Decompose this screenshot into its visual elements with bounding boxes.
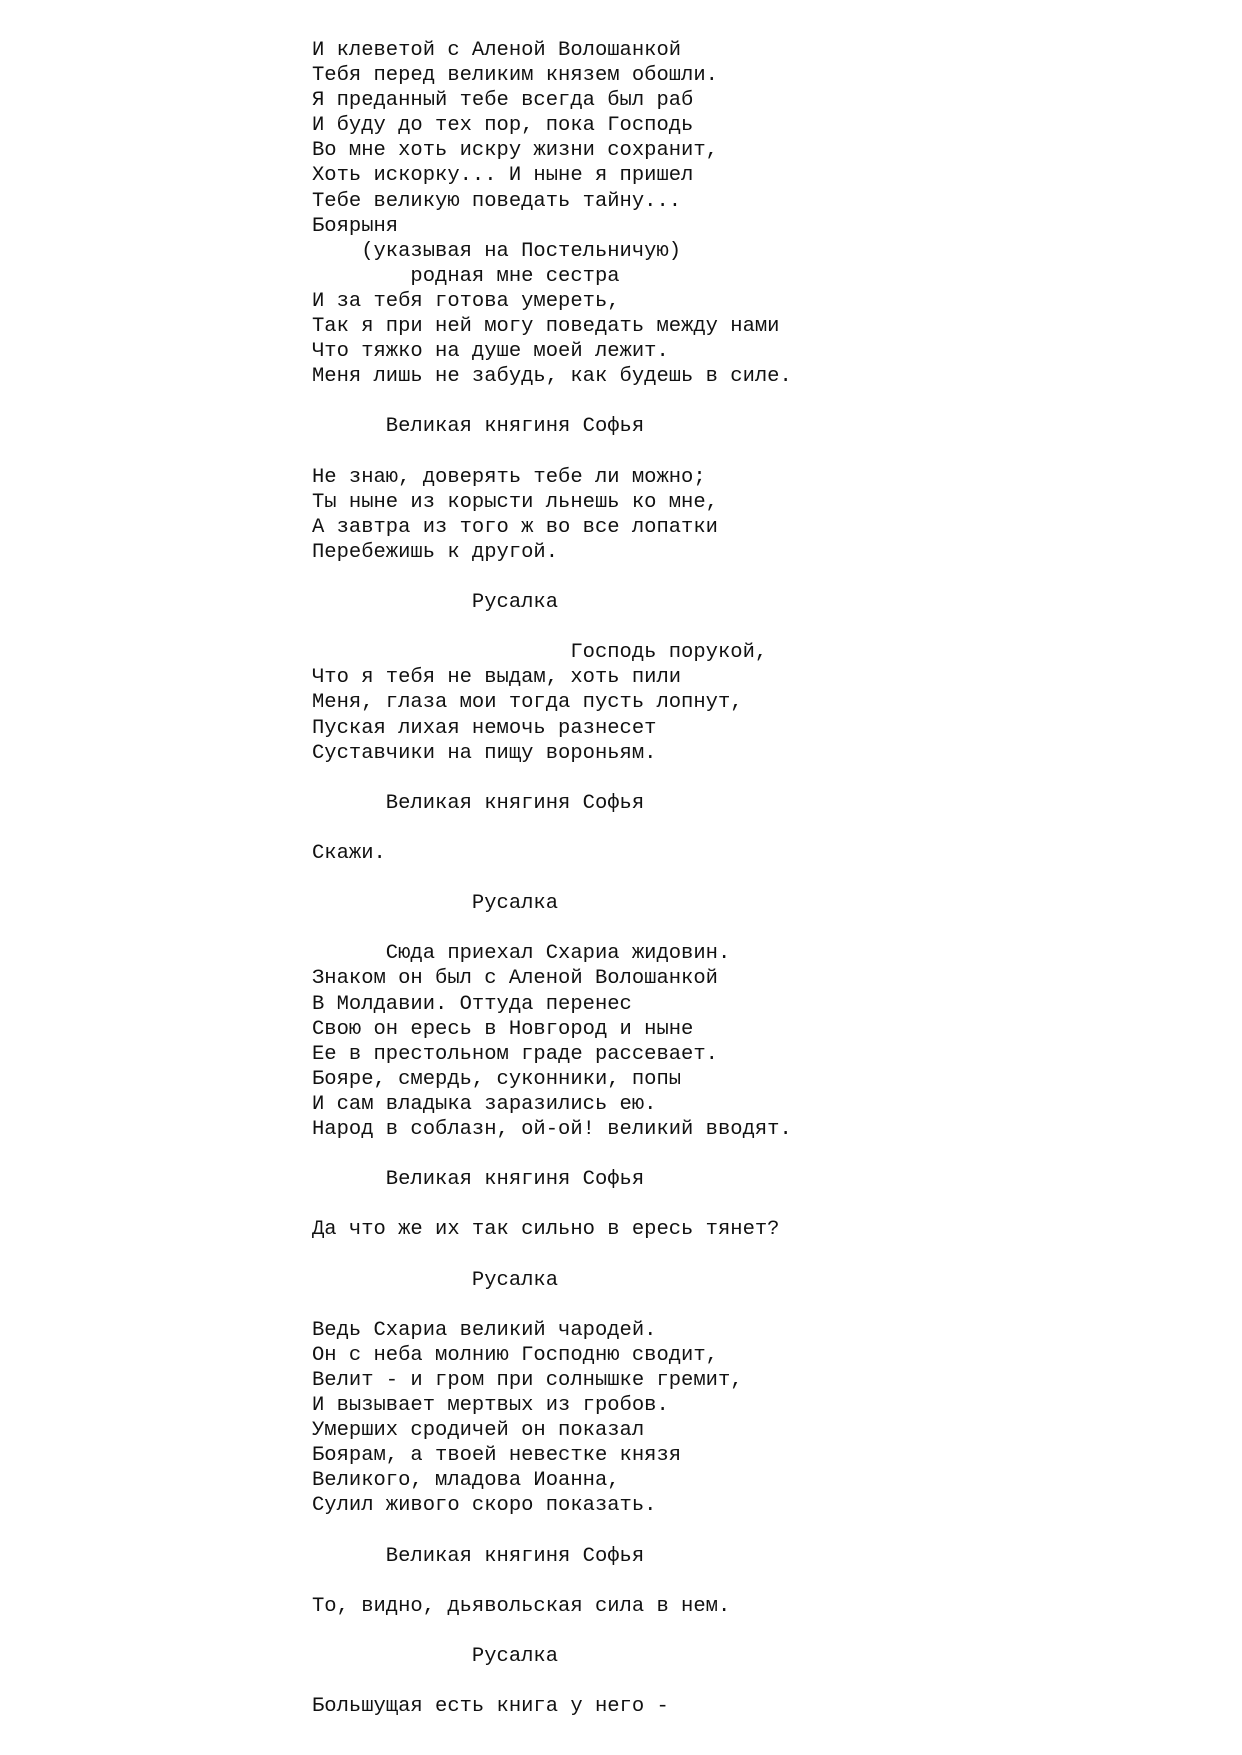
text-line: И за тебя готова умереть, — [312, 289, 620, 313]
text-line: Не знаю, доверять тебе ли можно; — [312, 465, 706, 489]
text-line: Великая княгиня Софья — [312, 415, 645, 439]
blank-line — [312, 1243, 792, 1268]
play-text — [312, 38, 792, 1719]
text-line: То, видно, дьявольская сила в нем. — [312, 1594, 731, 1618]
text-line: Русалка — [312, 892, 559, 916]
text-line: Меня лишь не забудь, как будешь в силе. — [312, 365, 792, 389]
text-line: Русалка — [312, 1268, 559, 1292]
text-line: Великая княгиня Софья — [312, 1168, 645, 1192]
text-line: Сулил живого скоро показать. — [312, 1494, 657, 1518]
text-line: Народ в соблазн, ой-ой! великий вводят. — [312, 1118, 792, 1142]
text-line: И клеветой с Аленой Волошанкой — [312, 39, 682, 62]
blank-line — [312, 440, 792, 465]
text-line: И вызывает мертвых из гробов. — [312, 1394, 669, 1418]
text-line: Ты ныне из корысти льнешь ко мне, — [312, 490, 718, 514]
text-line: (указывая на Постельничую) — [312, 239, 682, 263]
text-line: Меня, глаза мои тогда пусть лопнут, — [312, 691, 743, 715]
text-line: Я преданный тебе всегда был раб — [312, 89, 694, 113]
blank-line — [312, 565, 792, 590]
text-line: Ее в престольном граде рассевает. — [312, 1042, 718, 1066]
blank-line — [312, 866, 792, 891]
blank-line — [312, 389, 792, 414]
blank-line — [312, 916, 792, 941]
blank-line — [312, 1142, 792, 1167]
text-line: Великая княгиня Софья — [312, 1544, 645, 1568]
text-line: Он с неба молнию Господню сводит, — [312, 1343, 718, 1367]
text-line: Бояре, смердь, суконники, попы — [312, 1067, 682, 1091]
text-line: Свою он ересь в Новгород и ныне — [312, 1017, 694, 1041]
text-line: Сюда приехал Схариа жидовин. — [312, 942, 731, 966]
blank-line — [312, 1519, 792, 1544]
text-line: Знаком он был с Аленой Волошанкой — [312, 967, 718, 991]
blank-line — [312, 1293, 792, 1318]
text-line: Тебя перед великим князем обошли. — [312, 64, 718, 88]
text-line: Боярам, а твоей невестке князя — [312, 1444, 682, 1468]
text-line: Пуская лихая немочь разнесет — [312, 716, 657, 740]
text-line: Суставчики на пищу вороньям. — [312, 741, 657, 765]
text-line: Господь порукой, — [312, 641, 768, 665]
text-line: родная мне сестра — [312, 264, 620, 288]
text-line: И буду до тех пор, пока Господь — [312, 114, 694, 138]
text-line: Что я тебя не выдам, хоть пили — [312, 666, 682, 690]
blank-line — [312, 615, 792, 640]
text-line: И сам владыка заразились ею. — [312, 1092, 657, 1116]
blank-line — [312, 816, 792, 841]
text-line: Русалка — [312, 591, 559, 615]
text-line: Боярыня — [312, 214, 399, 238]
text-line: Скажи. — [312, 842, 386, 865]
text-line: Тебе великую поведать тайну... — [312, 189, 682, 213]
text-line: Великого, младова Иоанна, — [312, 1469, 620, 1493]
text-line: Ведь Схариа великий чародей. — [312, 1318, 657, 1342]
text-line: Русалка — [312, 1645, 559, 1668]
text-line: Великая княгиня Софья — [312, 791, 645, 815]
blank-line — [312, 766, 792, 791]
text-line: Так я при ней могу поведать между нами — [312, 315, 780, 339]
text-line: Велит - и гром при солнышке гремит, — [312, 1368, 743, 1392]
blank-line — [312, 1619, 792, 1644]
text-line: Да что же их так сильно в ересь тянет? — [312, 1218, 780, 1242]
blank-line — [312, 1192, 792, 1217]
blank-line — [312, 1569, 792, 1594]
text-line: Во мне хоть искру жизни сохранит, — [312, 139, 718, 163]
text-line: Умерших сродичей он показал — [312, 1419, 645, 1443]
text-line: Что тяжко на душе моей лежит. — [312, 340, 669, 364]
text-line: В Молдавии. Оттуда перенес — [312, 992, 632, 1016]
text-line: А завтра из того ж во все лопатки — [312, 515, 718, 539]
text-line: Перебежишь к другой. — [312, 540, 559, 564]
text-line: Хоть искорку... И ныне я пришел — [312, 164, 694, 188]
text-line: Большущая есть книга у него - — [312, 1695, 669, 1719]
blank-line — [312, 1669, 792, 1694]
